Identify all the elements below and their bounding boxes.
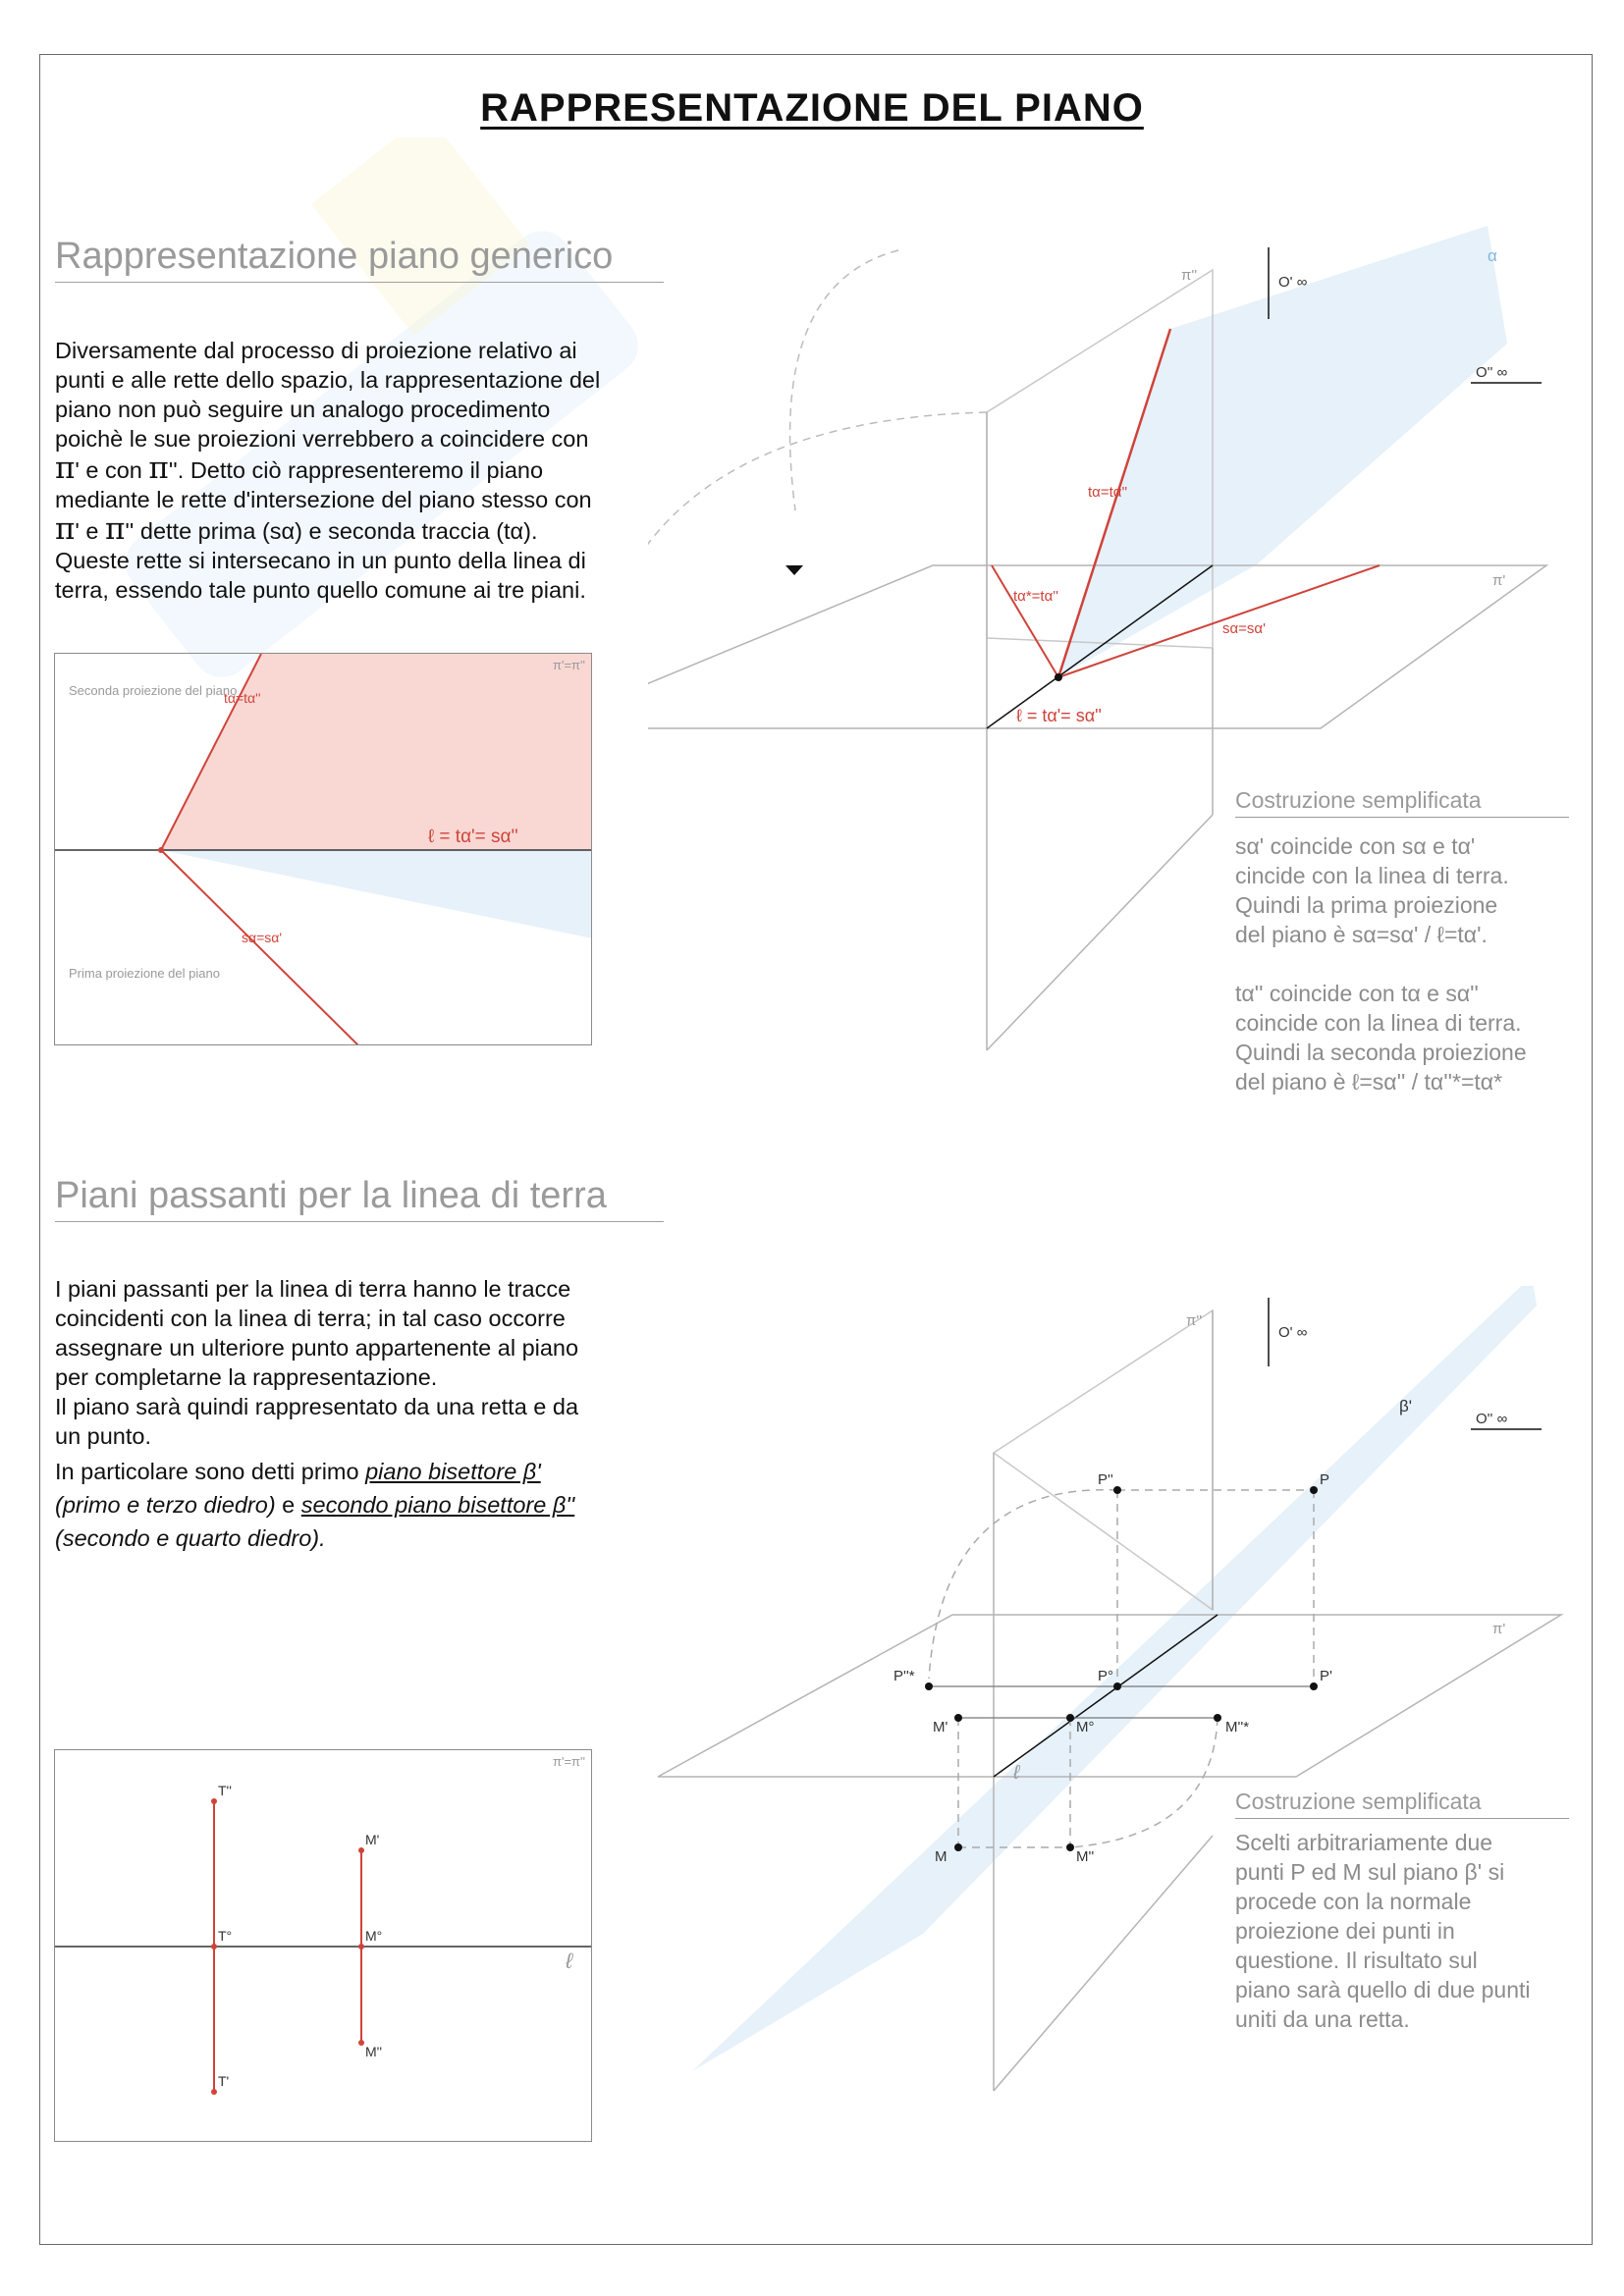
arrow-tip: [785, 565, 803, 575]
tstar-label: tα*=tα'': [1013, 588, 1059, 605]
pi2-label: π'': [1181, 267, 1198, 284]
point-M0: [1066, 1714, 1074, 1722]
point-P2s: [925, 1682, 933, 1690]
P2s-label: P''*: [893, 1668, 915, 1684]
l-label: ℓ = tα'= sα'': [1016, 706, 1102, 725]
P0-label: P°: [1098, 1668, 1114, 1684]
point-M: [954, 1843, 962, 1851]
point-T1: [211, 2089, 217, 2095]
s2-line: In particolare sono detti primo piano bisettore β': [55, 1459, 541, 1484]
T0-label: T°: [218, 1928, 233, 1944]
side1-line: Quindi la seconda proiezione: [1235, 1040, 1527, 1065]
s2-line: I piani passanti per la linea di terra hanno le tracce: [55, 1276, 571, 1302]
o1-label: O' ∞: [1278, 1324, 1308, 1341]
s2-line: (secondo e quarto diedro).: [55, 1525, 326, 1551]
s2-line: assegnare un ulteriore punto appartenente al piano: [55, 1335, 579, 1361]
s1-line: π' e con π''. Detto ciò rappresenteremo il piano: [55, 451, 544, 486]
P-rotation-arc: [929, 1490, 1117, 1679]
side1-line: cincide con la linea di terra.: [1235, 863, 1509, 888]
s1-line: mediante le rette d'intersezione del piano stesso con: [55, 487, 592, 512]
lower-label: Prima proiezione del piano: [69, 966, 220, 981]
beta-label: β': [1399, 1397, 1413, 1415]
P1-label: P': [1320, 1668, 1332, 1684]
o2-label: O'' ∞: [1476, 1411, 1508, 1427]
side1-line: del piano è ℓ=sα'' / tα''*=tα*: [1235, 1069, 1503, 1095]
rotation-arc: [790, 250, 898, 510]
plane-label: π'=π'': [553, 658, 585, 672]
P-label: P: [1320, 1471, 1330, 1488]
M1-label: M': [933, 1719, 948, 1735]
point-M2: [1066, 1843, 1074, 1851]
vertical-plane-edge: [987, 815, 1213, 1050]
alpha-plane-fill: [1058, 226, 1507, 677]
point-P: [1310, 1486, 1318, 1494]
intersection-point: [158, 847, 164, 853]
section1-paragraph: [55, 336, 674, 605]
side2-line: proiezione dei punti in: [1235, 1918, 1455, 1944]
point-M2: [358, 2040, 364, 2046]
alpha-label: α: [1488, 246, 1497, 265]
l-label: ℓ: [566, 1949, 573, 1973]
s2-line: (primo e terzo diedro) e secondo piano bisettore β'': [55, 1492, 575, 1518]
M2s-label: M''*: [1225, 1719, 1250, 1735]
side1-text: [1235, 831, 1569, 1096]
s1-line: piano non può seguire un analogo procedimento: [55, 397, 551, 422]
section2-heading: Piani passanti per la linea di terra: [55, 1175, 664, 1222]
point-M0: [358, 1944, 364, 1949]
T2-label: T'': [218, 1783, 232, 1798]
section1-heading: Rappresentazione piano generico: [55, 236, 664, 283]
s1-line: punti e alle rette dello spazio, la rappresentazione del: [55, 367, 601, 393]
side1-line: Quindi la prima proiezione: [1235, 892, 1498, 918]
T1-label: T': [218, 2073, 230, 2089]
side1-line: del piano è sα=sα' / ℓ=tα'.: [1235, 922, 1488, 947]
s1-line: Queste rette si intersecano in un punto della linea di: [55, 548, 586, 573]
page-title: RAPPRESENTAZIONE DEL PIANO: [480, 86, 1144, 130]
point-M2s: [1214, 1714, 1221, 1722]
point-M1: [954, 1714, 962, 1722]
section2-diagram: [54, 1749, 592, 2142]
lower-plane-fill: [161, 850, 592, 938]
side2-line: punti P ed M sul piano β' si: [1235, 1859, 1505, 1885]
t-label: tα=tα'': [1088, 484, 1128, 501]
vertical-plane: [994, 1310, 1213, 1610]
side2-heading: Costruzione semplificata: [1235, 1789, 1569, 1819]
side2-line: procede con la normale: [1235, 1889, 1472, 1914]
s1-line: poichè le sue proiezioni verrebbero a coincidere con: [55, 426, 589, 452]
upper-label: Seconda proiezione del piano: [69, 683, 238, 698]
s1-line: Diversamente dal processo di proiezione relativo ai: [55, 338, 577, 363]
trace-t-star: [992, 565, 1058, 677]
pi2-label: π'': [1186, 1312, 1203, 1329]
o2-label: O'' ∞: [1476, 364, 1508, 381]
M1-label: M': [365, 1832, 380, 1847]
M0-label: M°: [365, 1928, 383, 1944]
side1-line: coincide con la linea di terra.: [1235, 1010, 1522, 1036]
side2-line: questione. Il risultato sul: [1235, 1948, 1478, 1973]
s2-line: Il piano sarà quindi rappresentato da una retta e da: [55, 1394, 579, 1419]
o1-label: O' ∞: [1278, 274, 1308, 291]
point-M1: [358, 1847, 364, 1853]
section2-paragraph: [55, 1274, 674, 1553]
point-P2: [1113, 1486, 1121, 1494]
P2-label: P'': [1098, 1471, 1113, 1488]
pi1-label: π': [1492, 572, 1506, 589]
s-label: sα=sα': [1222, 620, 1266, 637]
side2-line: uniti da una retta.: [1235, 2006, 1410, 2032]
l-label: ℓ = tα'= sα'': [428, 827, 518, 847]
point-P1: [1310, 1682, 1318, 1690]
side1-line: sα' coincide con sα e tα': [1235, 833, 1476, 859]
M-label: M: [935, 1848, 947, 1865]
point-P0: [1113, 1682, 1121, 1690]
M2-label: M'': [1076, 1848, 1095, 1865]
ground-line: [994, 1615, 1218, 1777]
side1-heading: Costruzione semplificata: [1235, 787, 1569, 818]
side2-line: piano sarà quello di due punti: [1235, 1977, 1531, 2002]
vertical-plane-edge: [994, 1836, 1213, 2091]
s2-line: coincidenti con la linea di terra; in tal caso occorre: [55, 1306, 566, 1331]
t-label: tα=tα'': [224, 690, 261, 706]
side1-line: tα'' coincide con tα e sα'': [1235, 981, 1479, 1006]
point-T2: [211, 1798, 217, 1804]
point-T0: [211, 1944, 217, 1949]
trace-intersection: [1055, 673, 1062, 681]
s-label: sα=sα': [242, 930, 283, 945]
s2-line: per completarne la rappresentazione.: [55, 1364, 438, 1390]
section1-diagram: [54, 653, 592, 1045]
plane-label: π'=π'': [553, 1754, 585, 1769]
side2-line: Scelti arbitrariamente due: [1235, 1830, 1493, 1855]
l-label: ℓ: [1013, 1762, 1020, 1784]
s1-line: π' e π'' dette prima (sα) e seconda traccia (tα).: [55, 511, 538, 547]
M2-label: M'': [365, 2044, 383, 2059]
pi1-label: π': [1492, 1621, 1506, 1637]
s1-line: terra, essendo tale punto quello comune ai tre piani.: [55, 577, 586, 603]
M0-label: M°: [1076, 1719, 1095, 1735]
s2-line: un punto.: [55, 1423, 152, 1449]
side2-text: [1235, 1828, 1569, 2034]
